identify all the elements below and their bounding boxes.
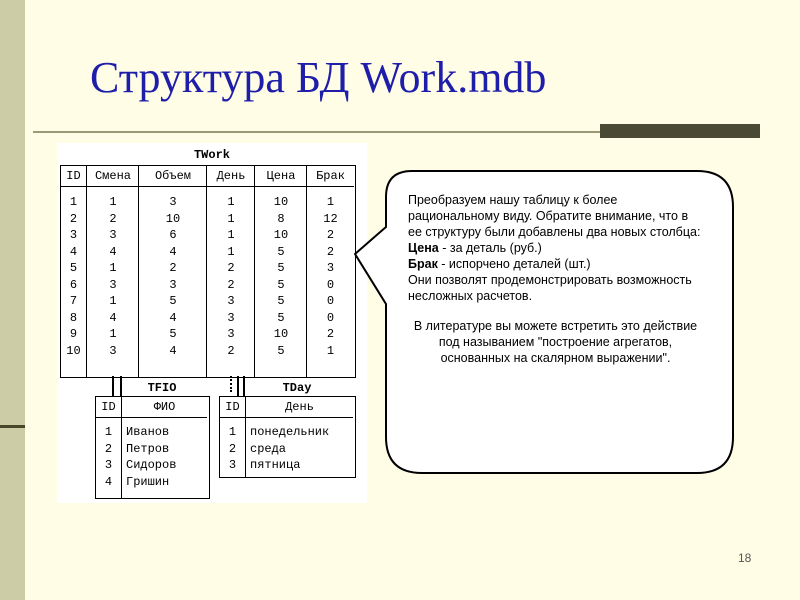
table-cell: 1 xyxy=(227,228,235,242)
twork-header-id: ID xyxy=(61,166,86,187)
callout-text xyxy=(408,192,703,366)
table-cell: 12 xyxy=(323,211,338,226)
table-cell: 1 xyxy=(227,211,235,226)
callout-defect-line xyxy=(408,256,703,272)
table-cell: 6 xyxy=(69,277,78,292)
table-cell: Петров xyxy=(126,441,170,456)
table-cell: 3 xyxy=(69,228,78,242)
table-cell: 2 xyxy=(326,327,335,341)
twork-header-cena: Цена xyxy=(255,166,307,187)
table-cell: 8 xyxy=(277,211,285,226)
table-cell: 0 xyxy=(326,310,335,325)
table-cell: 1 xyxy=(109,294,117,308)
table-cell: 10 xyxy=(66,343,81,358)
table-cell: 5 xyxy=(277,244,285,259)
tfio-header-id: ID xyxy=(96,397,121,418)
tfio-title: TFIO xyxy=(147,381,177,395)
table-cell: 3 xyxy=(104,458,113,472)
callout-intro: Преобразуем нашу таблицу к более рациональному виду. Обратите внимание, что в ее структуру были добавлены два новых столбца: xyxy=(408,193,701,239)
table-cell: 4 xyxy=(109,310,117,325)
table-cell: 3 xyxy=(169,195,177,209)
callout-price-label: Цена xyxy=(408,241,439,255)
table-cell: 1 xyxy=(109,195,117,209)
table-cell: 5 xyxy=(69,261,78,275)
table-cell: 9 xyxy=(69,327,78,341)
table-cell: 2 xyxy=(104,441,113,456)
page-number: 18 xyxy=(738,551,752,565)
table-cell: 1 xyxy=(227,244,235,259)
table-cell: 3 xyxy=(227,294,235,308)
table-cell: 1 xyxy=(69,195,78,209)
table-cell: 3 xyxy=(326,261,335,275)
table-cell: 4 xyxy=(169,310,177,325)
table-cell: 2 xyxy=(227,277,235,292)
table-cell: 2 xyxy=(69,211,78,226)
table-cell: 3 xyxy=(109,277,117,292)
table-cell: 5 xyxy=(277,277,285,292)
table-cell: 5 xyxy=(277,310,285,325)
callout-literature-note: В литературе вы можете встретить это действие под называнием "построение агрегатов, основанных на скалярном выражении". xyxy=(413,319,698,365)
callout-defect-text: - испорчено деталей (шт.) xyxy=(437,257,591,271)
table-cell: 2 xyxy=(326,244,335,259)
table-cell: 1 xyxy=(104,425,113,439)
table-cell: 2 xyxy=(227,261,235,275)
table-cell: понедельник xyxy=(250,425,330,439)
table-cell: 7 xyxy=(69,294,78,308)
table-cell: 3 xyxy=(228,458,237,472)
table-cell: 4 xyxy=(109,244,117,259)
twork-header-smena: Смена xyxy=(87,166,139,187)
twork-header-brak: Брак xyxy=(307,166,354,187)
table-cell: 5 xyxy=(277,261,285,275)
table-cell: 3 xyxy=(227,327,235,341)
table-cell: 1 xyxy=(227,195,235,209)
table-cell: 4 xyxy=(104,474,113,489)
table-cell: 2 xyxy=(169,261,177,275)
twork-header-obem: Объем xyxy=(139,166,207,187)
table-cell: 2 xyxy=(109,211,117,226)
table-cell: 2 xyxy=(227,343,235,358)
table-cell: 10 xyxy=(273,228,289,242)
table-cell: 2 xyxy=(228,441,237,456)
table-cell: 5 xyxy=(169,327,177,341)
tday-header-day: День xyxy=(246,397,353,418)
table-cell: Сидоров xyxy=(126,458,177,472)
twork-header-den: День xyxy=(207,166,255,187)
table-cell: 3 xyxy=(109,343,117,358)
slide-title: Структура БД Work.mdb xyxy=(90,53,547,102)
callout-price-text: - за деталь (руб.) xyxy=(438,241,542,255)
table-cell: 1 xyxy=(228,425,237,439)
table-cell: 10 xyxy=(165,211,181,226)
table-cell: 3 xyxy=(169,277,177,292)
table-cell: Гришин xyxy=(126,474,170,489)
table-cell: 4 xyxy=(169,244,177,259)
table-cell: 0 xyxy=(326,277,335,292)
tday-title: TDay xyxy=(282,381,312,395)
table-cell: 5 xyxy=(277,343,285,358)
table-cell: 3 xyxy=(109,228,117,242)
table-cell: 1 xyxy=(326,343,335,358)
tday-header-id: ID xyxy=(220,397,245,418)
table-cell: 4 xyxy=(169,343,177,358)
table-cell: пятница xyxy=(250,458,301,472)
table-cell: 6 xyxy=(169,228,177,242)
table-cell: 1 xyxy=(326,195,335,209)
table-cell: 4 xyxy=(69,244,78,259)
twork-title: TWork xyxy=(193,148,230,162)
callout-purpose: Они позволят продемонстрировать возможность несложных расчетов. xyxy=(408,273,692,303)
table-cell: 1 xyxy=(109,327,117,341)
table-cell: 0 xyxy=(326,294,335,308)
table-cell: 10 xyxy=(273,327,289,341)
table-cell: среда xyxy=(250,441,287,456)
table-cell: 8 xyxy=(69,310,78,325)
callout-price-line xyxy=(408,240,703,256)
tfio-header-fio: ФИО xyxy=(122,397,207,418)
table-cell: 1 xyxy=(109,261,117,275)
table-cell: 2 xyxy=(326,228,335,242)
table-cell: 5 xyxy=(277,294,285,308)
table-cell: 10 xyxy=(273,195,289,209)
table-cell: 3 xyxy=(227,310,235,325)
table-cell: Иванов xyxy=(126,425,170,439)
table-cell: 5 xyxy=(169,294,177,308)
callout-defect-label: Брак xyxy=(408,257,438,271)
